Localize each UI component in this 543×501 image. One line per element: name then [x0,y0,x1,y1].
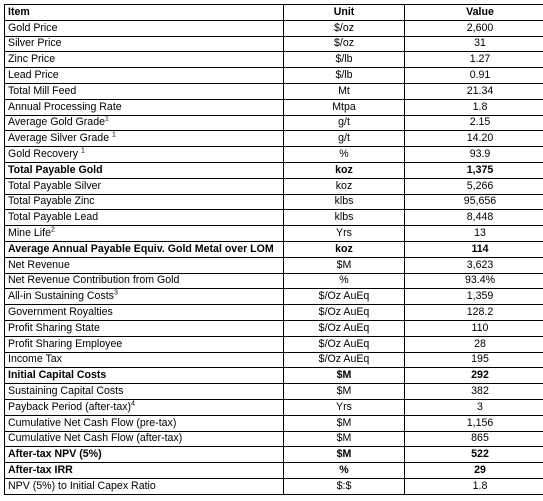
row-item-label: Gold Price [8,21,58,34]
row-value-cell: 1.8 [405,478,543,494]
row-unit-cell: koz [284,162,405,178]
row-unit-cell: $M [284,368,405,384]
row-item-cell [5,336,284,352]
footnote-marker: 3 [113,289,118,297]
row-unit-cell: Yrs [284,399,405,415]
row-unit-cell: $:$ [284,478,405,494]
table-row [5,52,543,68]
row-item-label: After-tax NPV (5%) [8,448,102,461]
table-row [5,368,543,384]
row-item-label: After-tax IRR [8,464,73,476]
row-item-cell [5,147,284,163]
table-row [5,399,543,415]
row-item-cell [5,194,284,210]
row-item-cell [5,431,284,447]
row-value-cell: 3 [405,399,543,415]
row-value-cell: 865 [405,431,543,447]
row-item-cell [5,257,284,273]
row-item-label: Lead Price [8,69,59,82]
table-row [5,463,543,479]
row-item-cell [5,415,284,431]
table-row [5,415,543,431]
row-item-label: NPV (5%) to Initial Capex Ratio [8,479,156,492]
row-value-cell: 1.27 [405,52,543,68]
row-unit-cell: Mtpa [284,99,405,115]
row-unit-cell: $M [284,415,405,431]
row-value-cell: 292 [405,368,543,384]
row-unit-cell: koz [284,178,405,194]
row-item-label: Profit Sharing Employee [8,337,123,350]
table-row [5,210,543,226]
row-unit-cell: % [284,273,405,289]
row-value-cell: 1,375 [405,162,543,178]
row-value-cell: 31 [405,36,543,52]
row-item-cell [5,83,284,99]
row-item-cell [5,226,284,242]
row-value-cell: 2,600 [405,20,543,36]
row-unit-cell: $/oz [284,20,405,36]
table-row [5,289,543,305]
row-unit-cell: $/lb [284,52,405,68]
economics-summary-table [4,4,543,495]
table-header-row [5,5,543,21]
footnote-marker: 4 [131,400,135,408]
row-value-cell: 2.15 [405,115,543,131]
row-item-label: Total Mill Feed [8,84,77,97]
row-value-cell: 21.34 [405,83,543,99]
row-item-cell [5,20,284,36]
row-item-label: Annual Processing Rate [8,100,122,113]
row-value-cell: 195 [405,352,543,368]
row-value-cell: 1,359 [405,289,543,305]
row-value-cell: 114 [405,241,543,257]
row-unit-cell: $M [284,431,405,447]
table-row [5,68,543,84]
row-item-cell [5,478,284,494]
row-item-label: Profit Sharing State [8,321,100,334]
row-item-cell [5,131,284,147]
table-row [5,115,543,131]
row-unit-cell: g/t [284,131,405,147]
row-item-cell [5,115,284,131]
row-unit-cell: $M [284,384,405,400]
row-value-cell: 14.20 [405,131,543,147]
table-row [5,147,543,163]
row-item-label: Total Payable Zinc [8,195,95,208]
row-unit-cell: klbs [284,194,405,210]
row-item-cell [5,368,284,384]
row-item-label: Gold Recovery [8,148,82,161]
row-unit-cell: $/Oz AuEq [284,336,405,352]
row-item-label: Sustaining Capital Costs [8,385,124,398]
row-item-label: Initial Capital Costs [8,369,107,382]
row-item-label: Income Tax [8,353,62,366]
row-item-label: Net Revenue [8,258,70,271]
row-value-cell: 13 [405,226,543,242]
footnote-marker: 2 [51,226,55,234]
row-unit-cell: $/oz [284,36,405,52]
row-item-label: All-in Sustaining Costs [8,290,114,303]
row-item-cell [5,384,284,400]
row-unit-cell: % [284,463,405,479]
row-unit-cell: $/Oz AuEq [284,320,405,336]
row-unit-cell: klbs [284,210,405,226]
table-row [5,257,543,273]
column-header-unit: Unit [284,5,405,21]
table-row [5,320,543,336]
row-item-cell [5,463,284,479]
row-value-cell: 5,266 [405,178,543,194]
table-row [5,36,543,52]
footnote-marker: 1 [81,147,85,155]
row-item-label: Average Gold Grade [8,116,105,129]
row-item-label: Average Annual Payable Equiv. Gold Metal over LOM [8,242,274,255]
row-unit-cell: % [284,147,405,163]
table-row [5,131,543,147]
row-unit-cell: $M [284,257,405,273]
row-item-cell [5,210,284,226]
row-unit-cell: $M [284,447,405,463]
row-item-cell [5,241,284,257]
row-value-cell: 93.4% [405,273,543,289]
table-row [5,194,543,210]
column-header-value: Value [405,5,543,21]
table-row [5,99,543,115]
row-unit-cell: g/t [284,115,405,131]
row-item-label: Payback Period (after-tax) [8,400,132,413]
row-item-label: Zinc Price [8,53,56,66]
row-unit-cell: $/lb [284,68,405,84]
row-item-label: Mine Life [8,227,51,240]
row-unit-cell: Mt [284,83,405,99]
row-value-cell: 128.2 [405,305,543,321]
row-value-cell: 0.91 [405,68,543,84]
row-item-label: Government Royalties [8,306,113,319]
row-item-label: Total Payable Gold [8,163,103,176]
row-unit-cell: $/Oz AuEq [284,289,405,305]
table-row [5,20,543,36]
row-unit-cell: Yrs [284,226,405,242]
row-item-cell [5,352,284,368]
table-row [5,162,543,178]
row-item-cell [5,68,284,84]
row-item-cell [5,99,284,115]
table-body [5,20,543,494]
row-item-label: Average Silver Grade [8,132,113,145]
row-item-cell [5,447,284,463]
row-value-cell: 95,656 [405,194,543,210]
row-item-label: Cumulative Net Cash Flow (after-tax) [8,432,183,445]
row-value-cell: 29 [405,463,543,479]
table-row [5,178,543,194]
row-item-cell [5,52,284,68]
table-row [5,305,543,321]
row-value-cell: 382 [405,384,543,400]
table-row [5,241,543,257]
table-row [5,83,543,99]
row-unit-cell: koz [284,241,405,257]
row-item-label: Total Payable Silver [8,179,102,192]
row-item-label: Total Payable Lead [8,211,99,224]
row-item-label: Cumulative Net Cash Flow (pre-tax) [8,416,177,429]
row-value-cell: 1,156 [405,415,543,431]
table-row [5,352,543,368]
row-item-cell [5,399,284,415]
table-row [5,431,543,447]
table-row [5,447,543,463]
row-value-cell: 3,623 [405,257,543,273]
row-value-cell: 93.9 [405,147,543,163]
row-unit-cell: $/Oz AuEq [284,352,405,368]
table-row [5,336,543,352]
row-item-cell [5,162,284,178]
row-item-label: Silver Price [8,37,62,50]
footnote-marker: 1 [112,131,116,139]
row-item-cell [5,305,284,321]
row-value-cell: 1.8 [405,99,543,115]
row-item-cell [5,320,284,336]
row-item-cell [5,273,284,289]
table-row [5,273,543,289]
footnote-marker: 1 [104,115,109,123]
column-header-item: Item [5,5,284,21]
row-value-cell: 522 [405,447,543,463]
row-value-cell: 28 [405,336,543,352]
table-row [5,384,543,400]
row-unit-cell: $/Oz AuEq [284,305,405,321]
row-item-label: Net Revenue Contribution from Gold [8,274,180,287]
row-value-cell: 8,448 [405,210,543,226]
row-item-cell [5,36,284,52]
row-value-cell: 110 [405,320,543,336]
row-item-cell [5,289,284,305]
table-row [5,478,543,494]
row-item-cell [5,178,284,194]
table-row [5,226,543,242]
